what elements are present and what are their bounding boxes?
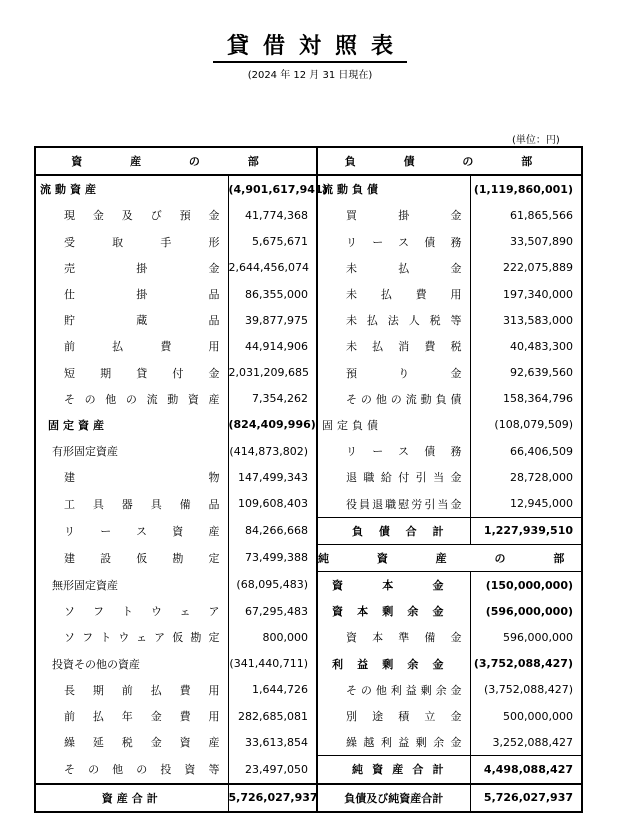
table-row	[35, 703, 582, 729]
right-label-9	[317, 412, 470, 438]
left-label-21	[35, 729, 228, 756]
right-label-text: 未払消費税	[346, 340, 462, 354]
right-value-9: (108,079,509)	[494, 418, 573, 432]
unit-label: (単位：円)	[512, 135, 560, 146]
left-value-10: (414,873,802)	[228, 438, 317, 464]
right-label-text: 預り金	[346, 366, 462, 380]
table-row	[35, 677, 582, 703]
left-value-2: 5,675,671	[228, 229, 317, 255]
right-label-text: 未払法人税等	[346, 314, 462, 328]
right-value-20: 500,000,000	[503, 709, 573, 723]
right-value-8: 158,364,796	[503, 392, 573, 406]
right-label-text: 未払費用	[346, 288, 462, 302]
right-label-0	[317, 175, 470, 202]
table-row	[35, 202, 582, 228]
table-row	[35, 756, 582, 784]
right-label-16	[317, 598, 470, 624]
right-value-22: 4,498,088,427	[470, 756, 582, 784]
left-label-13	[35, 517, 228, 544]
right-label-15	[317, 572, 470, 599]
table-row	[35, 598, 582, 624]
left-label-text: 前払費用	[64, 340, 220, 354]
assets-total-label	[35, 784, 228, 812]
left-label-text: 無形固定資産	[52, 578, 118, 592]
assets-total-value: 5,726,027,937	[228, 784, 317, 812]
header-row	[35, 147, 582, 175]
left-value-19: 1,644,726	[228, 677, 317, 703]
totals-row	[35, 784, 582, 812]
left-label-8	[35, 386, 228, 412]
right-label-5	[317, 307, 470, 333]
right-label-text: 別途積立金	[346, 710, 462, 724]
right-value-1: 61,865,566	[510, 208, 573, 222]
liab-total-value: 5,726,027,937	[470, 784, 582, 812]
left-label-1	[35, 202, 228, 228]
right-label-text: 負債合計	[352, 524, 444, 538]
table-row	[35, 412, 582, 438]
right-label-8	[317, 386, 470, 412]
left-label-7	[35, 360, 228, 386]
date-subtitle: (2024 年 12 月 31 日現在)	[247, 70, 373, 81]
left-label-text: 流動資産	[40, 183, 100, 197]
left-label-15	[35, 572, 228, 599]
left-value-7: 2,031,209,685	[228, 360, 317, 386]
table-row	[35, 490, 582, 517]
left-value-12: 109,608,403	[228, 490, 317, 517]
left-label-text: 長期前払費用	[64, 683, 220, 697]
left-label-22	[35, 756, 228, 784]
right-label-7	[317, 360, 470, 386]
right-label-11	[317, 464, 470, 490]
left-label-11	[35, 464, 228, 490]
right-label-22	[317, 756, 470, 784]
table-row	[35, 464, 582, 490]
table-row	[35, 729, 582, 756]
right-label-19	[317, 677, 470, 703]
right-label-text: 利益剰余金	[332, 657, 444, 671]
left-label-9	[35, 412, 228, 438]
table-row	[35, 651, 582, 677]
left-label-18	[35, 651, 228, 677]
left-label-text: 短期貸付金	[64, 366, 220, 380]
table-row	[35, 438, 582, 464]
right-value-2: 33,507,890	[510, 235, 573, 249]
left-value-8: 7,354,262	[228, 386, 317, 412]
left-label-text: ソフトウェア	[64, 605, 220, 619]
page-title: 貸借対照表	[0, 34, 620, 63]
left-value-18: (341,440,711)	[228, 651, 317, 677]
right-value-12: 12,945,000	[510, 497, 573, 511]
right-value-19: (3,752,088,427)	[483, 683, 573, 697]
right-label-18	[317, 651, 470, 677]
right-label-20	[317, 703, 470, 729]
right-label-1	[317, 202, 470, 228]
right-label-3	[317, 255, 470, 281]
left-label-12	[35, 490, 228, 517]
left-label-text: 貯蔵品	[64, 314, 220, 328]
right-label-text: リース債務	[346, 445, 462, 459]
left-label-text: 現金及び預金	[64, 209, 220, 223]
left-label-text: 工具器具備品	[64, 497, 220, 511]
table-row	[35, 360, 582, 386]
left-label-20	[35, 703, 228, 729]
right-label-text: 未払金	[346, 261, 462, 275]
right-value-5: 313,583,000	[503, 313, 573, 327]
right-value-21: 3,252,088,427	[492, 735, 573, 749]
balance-sheet-table	[34, 146, 587, 813]
right-label-text: 資本金	[332, 579, 444, 593]
right-value-15: (150,000,000)	[485, 578, 573, 592]
right-value-11: 28,728,000	[510, 470, 573, 484]
right-label-text: 退職給付引当金	[346, 471, 462, 485]
right-label-text: 固定負債	[322, 418, 382, 432]
right-value-7: 92,639,560	[510, 366, 573, 380]
left-value-17: 800,000	[228, 624, 317, 650]
left-label-16	[35, 598, 228, 624]
left-value-13: 84,266,668	[228, 517, 317, 544]
table-row	[35, 517, 582, 544]
table-row	[35, 229, 582, 255]
right-label-text: 純資産合計	[352, 763, 444, 777]
right-value-17: 596,000,000	[503, 630, 573, 644]
right-value-3: 222,075,889	[503, 261, 573, 275]
left-label-text: 固定資産	[48, 418, 108, 432]
liabilities-header: 負 債 の 部	[317, 147, 582, 175]
left-label-text: その他の投資等	[64, 763, 220, 777]
table-row	[35, 333, 582, 359]
left-label-10	[35, 438, 228, 464]
left-value-20: 282,685,081	[228, 703, 317, 729]
table-row	[35, 386, 582, 412]
right-label-text: 流動負債	[322, 183, 382, 197]
right-label-21	[317, 729, 470, 756]
table-row	[35, 175, 582, 202]
right-label-12	[317, 490, 470, 517]
right-label-text: リース債務	[346, 235, 462, 249]
table-row	[35, 281, 582, 307]
left-label-0	[35, 175, 228, 202]
left-label-text: リース資産	[64, 524, 220, 538]
left-label-text: 前払年金費用	[64, 710, 220, 724]
right-label-text: 資本準備金	[346, 631, 462, 645]
left-label-text: 仕掛品	[64, 288, 220, 302]
right-label-13	[317, 517, 470, 544]
left-label-text: 建物	[64, 471, 220, 485]
right-label-text: 買掛金	[346, 209, 462, 223]
net-assets-header: 純 資 産 の 部	[317, 544, 582, 571]
right-value-16: (596,000,000)	[485, 604, 573, 618]
left-value-0: (4,901,617,941)	[228, 175, 317, 202]
table-row	[35, 307, 582, 333]
left-value-3: 2,644,456,074	[228, 255, 317, 281]
left-value-9: (824,409,996)	[228, 412, 317, 438]
left-value-21: 33,613,854	[228, 729, 317, 756]
left-label-text: 繰延税金資産	[64, 736, 220, 750]
left-label-5	[35, 307, 228, 333]
right-label-text: その他利益剰余金	[346, 683, 462, 697]
right-value-0: (1,119,860,001)	[473, 182, 573, 196]
right-label-text: 繰越利益剰余金	[346, 736, 462, 750]
right-label-text: その他の流動負債	[346, 392, 462, 406]
left-label-text: 投資その他の資産	[52, 657, 140, 671]
left-label-text: 受取手形	[64, 235, 220, 249]
table-row	[35, 572, 582, 599]
left-label-6	[35, 333, 228, 359]
left-label-text: 有形固定資産	[52, 445, 118, 459]
left-label-17	[35, 624, 228, 650]
left-label-text: 建設仮勘定	[64, 551, 220, 565]
left-label-text: ソフトウェア仮勘定	[64, 631, 220, 645]
right-label-text: 役員退職慰労引当金	[346, 497, 462, 511]
table-row	[35, 255, 582, 281]
left-value-15: (68,095,483)	[228, 572, 317, 599]
left-value-14: 73,499,388	[228, 544, 317, 571]
right-label-text: 資本剰余金	[332, 605, 444, 619]
left-label-3	[35, 255, 228, 281]
right-value-13: 1,227,939,510	[470, 517, 582, 544]
table-row	[35, 544, 582, 571]
left-value-1: 41,774,368	[228, 202, 317, 228]
left-value-11: 147,499,343	[228, 464, 317, 490]
right-label-4	[317, 281, 470, 307]
left-value-22: 23,497,050	[228, 756, 317, 784]
left-value-6: 44,914,906	[228, 333, 317, 359]
right-label-10	[317, 438, 470, 464]
right-value-10: 66,406,509	[510, 444, 573, 458]
assets-total-label-text: 資産合計	[101, 791, 162, 805]
left-value-5: 39,877,975	[228, 307, 317, 333]
table-row	[35, 624, 582, 650]
right-label-17	[317, 624, 470, 650]
left-value-4: 86,355,000	[228, 281, 317, 307]
left-label-19	[35, 677, 228, 703]
right-value-18: (3,752,088,427)	[473, 657, 573, 671]
assets-header: 資 産 の 部	[35, 147, 317, 175]
right-label-6	[317, 333, 470, 359]
right-value-4: 197,340,000	[503, 287, 573, 301]
left-label-2	[35, 229, 228, 255]
left-label-4	[35, 281, 228, 307]
left-label-text: その他の流動資産	[64, 392, 220, 406]
right-label-2	[317, 229, 470, 255]
left-label-14	[35, 544, 228, 571]
liab-total-label: 負債及び純資産合計	[317, 784, 470, 812]
left-value-16: 67,295,483	[228, 598, 317, 624]
right-value-6: 40,483,300	[510, 339, 573, 353]
left-label-text: 売掛金	[64, 261, 220, 275]
